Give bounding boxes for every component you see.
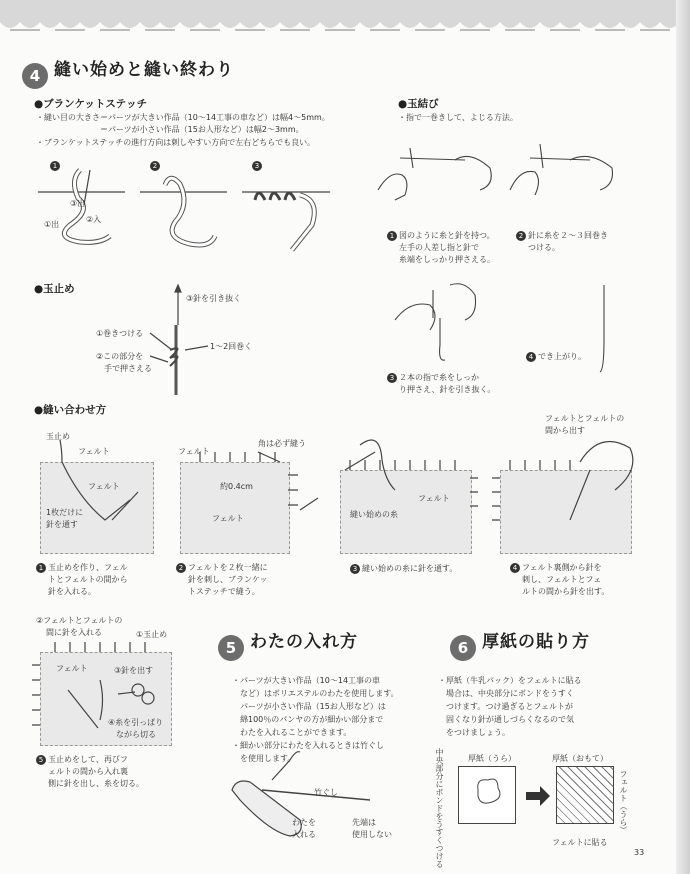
join-caption-5: 5 玉止めをして、再びフ ェルトの間から入れ裏 側に針を出し、糸を切る。 [36,754,144,790]
join-label-felt-1b: フェルト [88,482,120,491]
join-label-felt-3: フェルト [418,494,450,503]
join-label-between-2: 間から出す [545,426,585,435]
tamamusubi-step-3: 3 ２本の指で糸をしっか り押さえ、針を引き抜く。 [387,372,495,396]
label-insert-2: 入れる [292,830,316,839]
join-caption-4: 4 フェルト裏側から針を 刺し、フェルトとフェ ルトの間から針を出す。 [510,562,609,598]
blanket-step-3: 3 [252,160,264,173]
section-5-notes: ・パーツが大きい作品（10～14工事の車 など）はポリエステルのわたを使用します。 パーツが小さい作品（15お人形など）は 綿100％のパンヤの方が細かい部分まで わたを入れることができます。 ・細かい部分にわたを入れるときは竹ぐし を使用します。 [232,676,399,763]
join-label-tamadome1: ①玉止め [136,630,168,639]
join-caption-2: 2 フェルトを２枚一緒に 針を刺し、ブランケッ トステッチで縫う。 [176,562,268,598]
tamamusubi-note: ・指で一巻きして、よじる方法。 [398,113,518,122]
label-tip-2: 使用しない [352,830,392,839]
label-front: 厚紙（おもて） [552,754,608,763]
page-number: 33 [634,848,645,857]
tamadome-label-press-2: 手で押さえる [104,364,152,373]
tamamusubi-step-1: 1 図のように糸と針を持つ。 左手の人差し指と針で 糸端をしっかり押さえる。 [387,230,495,266]
blanket-label-3-out: ③出 [70,199,86,208]
section-5-number: 5 [218,635,244,661]
label-insert-1: わたを [292,818,316,827]
tamadome-label-pull: ③針を引き抜く [186,294,242,303]
join-label-one-strand-2: 針を通す [46,520,78,529]
blanket-step-2: 2 [150,160,162,173]
tamadome-label-wind: ①巻きつける [96,329,144,338]
join-label-felt-5: フェルト [56,664,88,673]
section-4-title: 縫い始めと縫い終わり [54,60,234,80]
tamamusubi-step-4: 4 でき上がり。 [526,350,586,363]
tamamusubi-heading: ●玉結び [398,98,439,110]
tamadome-heading: ●玉止め [34,283,75,295]
join-label-width: 約0.4cm [220,482,253,491]
tamamusubi-step-2: 2 針に糸を２～３回巻き つける。 [516,230,608,254]
join-label-one-strand-1: 1枚だけに [46,508,84,517]
section-6-title: 厚紙の貼り方 [482,632,590,652]
join-caption-3: 3 縫い始めの糸に針を通す。 [350,562,457,575]
join-label-felt-2: フェルト [178,447,210,456]
join-label-needle-out: ③針を出す [114,666,154,675]
join-label-cut-1: ④糸を引っぱり [108,718,164,727]
label-back: 厚紙（うら） [468,754,516,763]
blanket-step-1: 1 [50,160,62,173]
blanket-label-2-in: ②入 [86,215,102,224]
blanket-note-2: ＝パーツが小さい作品（15お人形など）は幅2～3mm。 [36,125,304,134]
join-label-felt-1: フェルト [78,447,110,456]
tamadome-label-turns: 1～2回巻く [210,342,253,351]
join-caption-1: 1 玉止めを作り、フェル トとフェルトの間から 針を入れる。 [36,562,128,598]
join-label-cut-2: ながら切る [116,730,156,739]
blanket-note-1: ・縫い目の大きさ＝パーツが大きい作品（10～14工事の車など）は幅4～5mm。 [36,113,330,122]
label-glue: 中央部分にボンドをうすくつける [435,748,444,868]
section-6-notes: ・厚紙（牛乳パック）をフェルトに貼る 場合は、中央部分にボンドをうすく つけます。つけ過ぎるとフェルトが 固くなり針が通しづらくなるので気 をつけましょう。 [438,676,582,737]
label-felt-back: フェルト（うら） [619,770,628,834]
join-label-between-1: フェルトとフェルトの [545,414,625,423]
join-label-felt-2b: フェルト [212,514,244,523]
section-4-number: 4 [22,63,48,89]
section-5-title: わたの入れ方 [250,632,358,652]
section-6-number: 6 [450,635,476,661]
join-label-tamadome: 玉止め [46,432,70,441]
blanket-heading: ●ブランケットステッチ [34,98,148,110]
blanket-note-3: ・ブランケットステッチの進行方向は刺しやすい方向で左右どちらでも良い。 [36,138,316,147]
join-label-between-in-1: ②フェルトとフェルトの [36,616,123,625]
label-tip-1: 先端は [352,818,376,827]
blanket-label-1-out: ①出 [44,220,60,229]
label-skewer: 竹ぐし [314,788,338,797]
cardboard-front [556,766,614,824]
join-label-start-thread: 縫い始めの糸 [350,510,398,519]
label-paste: フェルトに貼る [552,838,608,847]
tamadome-label-press-1: ②この部分を [96,352,144,361]
join-heading: ●縫い合わせ方 [34,404,107,416]
join-label-between-in-2: 間に針を入れる [46,628,102,637]
join-label-corner: 角は必ず縫う [258,439,306,448]
